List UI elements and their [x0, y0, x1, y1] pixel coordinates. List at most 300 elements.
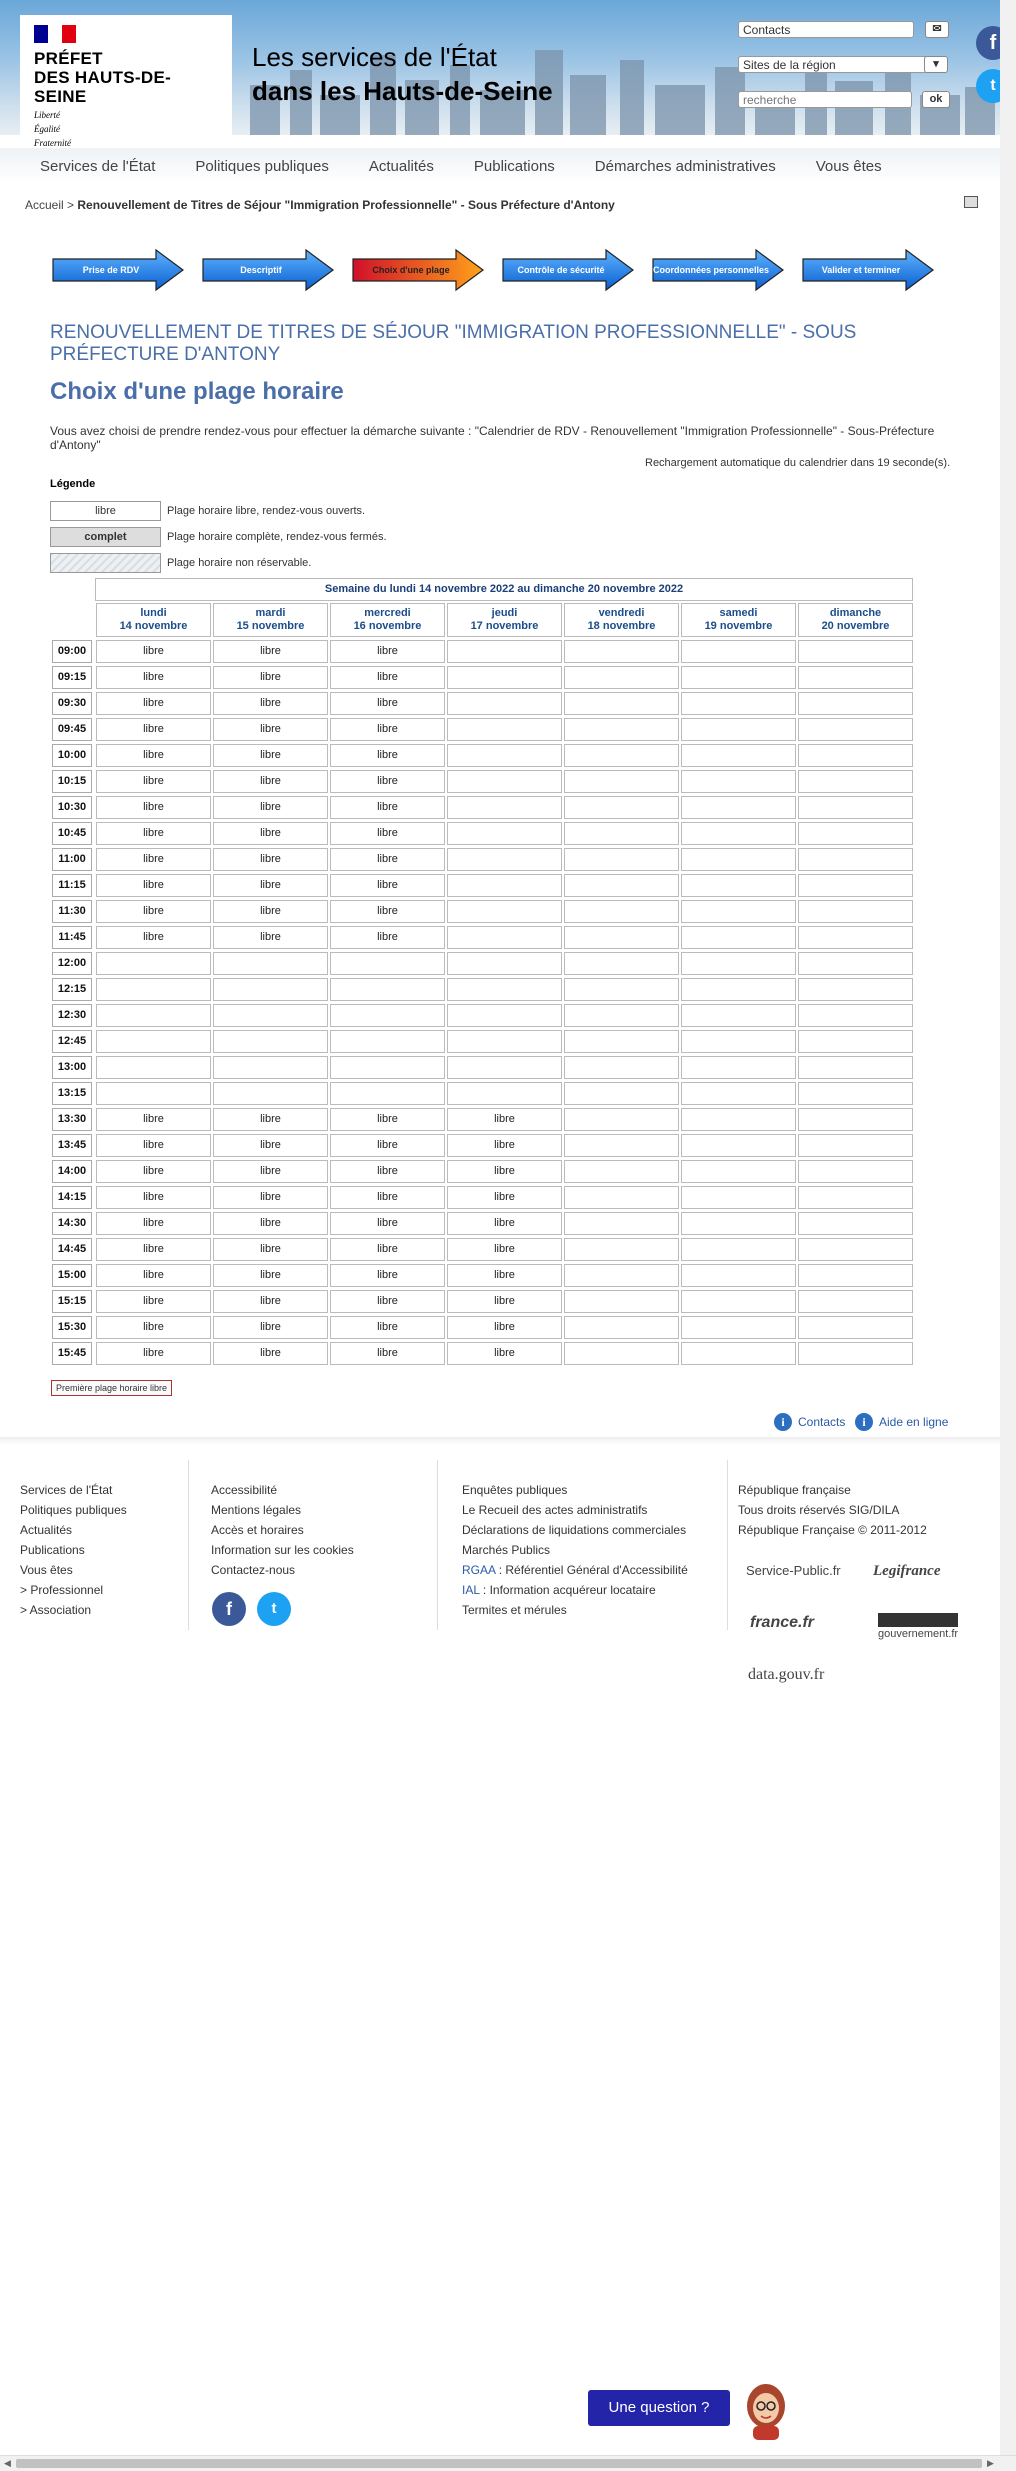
- slot-free[interactable]: libre: [213, 666, 328, 689]
- slot-unavailable: [564, 1264, 679, 1287]
- slot-unavailable: [798, 1186, 913, 1209]
- slot-unavailable: [564, 1342, 679, 1365]
- slot-free[interactable]: libre: [96, 640, 211, 663]
- footer-link[interactable]: Accessibilité: [211, 1483, 278, 1497]
- legend-unavailable-text: Plage horaire non réservable.: [167, 557, 312, 569]
- slot-unavailable: [798, 1238, 913, 1261]
- print-icon[interactable]: [964, 196, 978, 208]
- slot-free[interactable]: libre: [447, 1160, 562, 1183]
- slot-unavailable: [681, 796, 796, 819]
- time-label: 09:45: [52, 718, 92, 741]
- slot-free[interactable]: libre: [330, 1212, 445, 1235]
- footer-link[interactable]: Enquêtes publiques: [462, 1483, 568, 1497]
- help-contacts-label: Contacts: [798, 1415, 846, 1429]
- scroll-right-arrow-icon[interactable]: ▶: [987, 2458, 994, 2468]
- slot-free[interactable]: libre: [330, 718, 445, 741]
- slot-unavailable: [681, 848, 796, 871]
- slot-free[interactable]: libre: [213, 692, 328, 715]
- slot-free[interactable]: libre: [213, 874, 328, 897]
- slot-free[interactable]: libre: [330, 770, 445, 793]
- slot-free[interactable]: libre: [213, 1134, 328, 1157]
- footer-link[interactable]: Information sur les cookies: [211, 1543, 354, 1557]
- slot-unavailable: [447, 874, 562, 897]
- footer-col-4: [738, 1480, 927, 1540]
- slot-free[interactable]: libre: [330, 744, 445, 767]
- time-label: 09:30: [52, 692, 92, 715]
- slot-free[interactable]: libre: [96, 1160, 211, 1183]
- progress-step-label: Coordonnées personnelles: [652, 265, 770, 275]
- slot-unavailable: [96, 1082, 211, 1105]
- slot-free[interactable]: libre: [96, 692, 211, 715]
- slot-free[interactable]: libre: [447, 1316, 562, 1339]
- procedure-title: RENOUVELLEMENT DE TITRES DE SÉJOUR "IMMIGRATION PROFESSIONNELLE" - SOUS PRÉFECTURE D'ANTONY: [50, 322, 857, 365]
- slot-free[interactable]: libre: [330, 1316, 445, 1339]
- slot-free[interactable]: libre: [330, 640, 445, 663]
- slot-free[interactable]: libre: [213, 744, 328, 767]
- slot-free[interactable]: libre: [96, 744, 211, 767]
- slot-free[interactable]: libre: [96, 874, 211, 897]
- site-title-line2: dans les Hauts-de-Seine: [252, 76, 553, 106]
- slot-unavailable: [447, 1030, 562, 1053]
- footer-col-3: [462, 1480, 688, 1620]
- day-date: 20 novembre: [821, 620, 890, 632]
- legend-complet-text: Plage horaire complète, rendez-vous fermés.: [167, 531, 387, 543]
- vertical-scrollbar[interactable]: [1000, 0, 1016, 2455]
- slot-free[interactable]: libre: [213, 822, 328, 845]
- slot-free[interactable]: libre: [330, 1264, 445, 1287]
- slot-free[interactable]: libre: [96, 822, 211, 845]
- slot-unavailable: [681, 1056, 796, 1079]
- time-label: 11:15: [52, 874, 92, 897]
- slot-unavailable: [447, 770, 562, 793]
- slot-free[interactable]: libre: [330, 1342, 445, 1365]
- sites-region-select[interactable]: Sites de la région: [738, 56, 928, 73]
- slot-unavailable: [447, 848, 562, 871]
- footer-link[interactable]: Politiques publiques: [20, 1503, 127, 1517]
- slot-unavailable: [330, 978, 445, 1001]
- slot-unavailable: [798, 1212, 913, 1235]
- rgaa-abbr: RGAA: [462, 1563, 496, 1577]
- footer-link[interactable]: Déclarations de liquidations commerciales: [462, 1523, 687, 1537]
- slot-unavailable: [798, 1108, 913, 1131]
- time-label: 09:00: [52, 640, 92, 663]
- slot-unavailable: [681, 1316, 796, 1339]
- slot-unavailable: [798, 1134, 913, 1157]
- slot-unavailable: [681, 692, 796, 715]
- slot-unavailable: [213, 1056, 328, 1079]
- time-label: 10:15: [52, 770, 92, 793]
- scroll-left-arrow-icon[interactable]: ◀: [4, 2458, 11, 2468]
- day-header-mercredi: [330, 603, 445, 637]
- chat-question-button[interactable]: Une question ?: [588, 2390, 730, 2426]
- slot-unavailable: [681, 1082, 796, 1105]
- slot-free[interactable]: libre: [96, 1238, 211, 1261]
- slot-unavailable: [798, 744, 913, 767]
- day-date: 14 novembre: [119, 620, 188, 632]
- slot-unavailable: [447, 926, 562, 949]
- footer-link[interactable]: Publications: [20, 1543, 85, 1557]
- slot-unavailable: [564, 926, 679, 949]
- footer-link[interactable]: Accès et horaires: [211, 1523, 304, 1537]
- help-online-link[interactable]: [855, 1413, 948, 1431]
- breadcrumb-current: Renouvellement de Titres de Séjour "Immigration Professionnelle" - Sous Préfecture d'Antony: [77, 198, 615, 212]
- slot-free[interactable]: libre: [213, 1238, 328, 1261]
- slot-free[interactable]: libre: [213, 1342, 328, 1365]
- day-name: mercredi: [364, 607, 411, 619]
- time-label: 13:15: [52, 1082, 92, 1105]
- day-name: samedi: [719, 607, 758, 619]
- slot-free[interactable]: libre: [447, 1290, 562, 1313]
- nav-publications[interactable]: Publications: [473, 157, 555, 175]
- nav-services-etat[interactable]: Services de l'État: [40, 157, 156, 175]
- slot-unavailable: [213, 952, 328, 975]
- progress-step-5: [652, 248, 784, 292]
- slot-free[interactable]: libre: [96, 900, 211, 923]
- legend-libre-text: Plage horaire libre, rendez-vous ouverts.: [167, 505, 366, 517]
- progress-step-label: Prise de RDV: [82, 265, 140, 275]
- slot-unavailable: [681, 1264, 796, 1287]
- footer-col-2: [211, 1480, 354, 1580]
- footer-link[interactable]: Contactez-nous: [211, 1563, 296, 1577]
- partner-legifrance-logo[interactable]: Legifrance: [873, 1563, 941, 1579]
- slot-unavailable: [564, 1056, 679, 1079]
- slot-free[interactable]: libre: [96, 1134, 211, 1157]
- time-label: 12:45: [52, 1030, 92, 1053]
- slot-unavailable: [681, 978, 796, 1001]
- footer-link[interactable]: Actualités: [20, 1523, 73, 1537]
- slot-free[interactable]: libre: [96, 1264, 211, 1287]
- day-date: 18 novembre: [587, 620, 656, 632]
- day-date: 16 novembre: [353, 620, 422, 632]
- slot-free[interactable]: libre: [447, 1186, 562, 1209]
- slot-unavailable: [681, 1108, 796, 1131]
- slot-free[interactable]: libre: [447, 1238, 562, 1261]
- ial-abbr: IAL: [462, 1583, 480, 1597]
- slot-free[interactable]: libre: [447, 1342, 562, 1365]
- slot-free[interactable]: libre: [96, 926, 211, 949]
- slot-free[interactable]: libre: [96, 1212, 211, 1235]
- footer-link[interactable]: > Association: [20, 1603, 92, 1617]
- slot-unavailable: [447, 666, 562, 689]
- logo-line1: PRÉFET: [34, 49, 103, 68]
- slot-free[interactable]: libre: [213, 1290, 328, 1313]
- partner-france-fr-logo[interactable]: france.fr: [750, 1614, 815, 1631]
- day-date: 17 novembre: [470, 620, 539, 632]
- slot-unavailable: [681, 1186, 796, 1209]
- site-title-line1: Les services de l'État: [252, 42, 497, 72]
- slot-free[interactable]: libre: [96, 1108, 211, 1131]
- slot-unavailable: [798, 1056, 913, 1079]
- slot-free[interactable]: libre: [213, 1316, 328, 1339]
- slot-free[interactable]: libre: [330, 666, 445, 689]
- first-free-slot-button[interactable]: Première plage horaire libre: [51, 1380, 172, 1396]
- slot-unavailable: [681, 1212, 796, 1235]
- slot-free[interactable]: libre: [96, 1186, 211, 1209]
- time-label: 15:30: [52, 1316, 92, 1339]
- progress-step-1: [52, 248, 184, 292]
- slot-unavailable: [330, 1082, 445, 1105]
- footer-col-1: [20, 1480, 127, 1620]
- slot-unavailable: [798, 978, 913, 1001]
- footer-link[interactable]: Services de l'État: [20, 1483, 113, 1497]
- slot-unavailable: [681, 640, 796, 663]
- devise-egalite: Égalité: [34, 124, 60, 134]
- facebook-icon[interactable]: f: [976, 26, 1010, 60]
- gouvernement-flag-icon: [878, 1613, 958, 1627]
- chevron-down-icon[interactable]: ▾: [924, 56, 948, 73]
- chatbot-avatar-icon[interactable]: [741, 2378, 791, 2440]
- slot-free[interactable]: libre: [447, 1264, 562, 1287]
- time-label: 14:45: [52, 1238, 92, 1261]
- footer-link[interactable]: > Professionnel: [20, 1583, 104, 1597]
- slot-free[interactable]: libre: [96, 770, 211, 793]
- slot-free[interactable]: libre: [213, 796, 328, 819]
- time-label: 14:00: [52, 1160, 92, 1183]
- devise-fraternite: Fraternité: [34, 138, 71, 148]
- slot-unavailable: [798, 1082, 913, 1105]
- slot-free[interactable]: libre: [330, 1108, 445, 1131]
- slot-unavailable: [681, 822, 796, 845]
- slot-free[interactable]: libre: [213, 900, 328, 923]
- slot-unavailable: [798, 640, 913, 663]
- slot-free[interactable]: libre: [447, 1134, 562, 1157]
- legend-complet-box: complet: [50, 527, 161, 547]
- slot-free[interactable]: libre: [96, 718, 211, 741]
- footer-text: République française: [738, 1483, 851, 1497]
- slot-free[interactable]: libre: [330, 848, 445, 871]
- help-online-label: Aide en ligne: [879, 1415, 949, 1429]
- progress-step-label: Contrôle de sécurité: [517, 265, 605, 275]
- time-label: 10:30: [52, 796, 92, 819]
- footer-link[interactable]: Vous êtes: [20, 1563, 73, 1577]
- slot-unavailable: [447, 1004, 562, 1027]
- time-label: 14:30: [52, 1212, 92, 1235]
- slot-unavailable: [564, 1030, 679, 1053]
- slot-unavailable: [564, 744, 679, 767]
- footer-divider: [437, 1460, 438, 1630]
- nav-politiques-publiques[interactable]: Politiques publiques: [195, 157, 329, 175]
- slot-free[interactable]: libre: [213, 718, 328, 741]
- main-nav: [0, 148, 1000, 184]
- nav-vous-etes[interactable]: Vous êtes: [815, 157, 882, 175]
- day-date: 19 novembre: [704, 620, 773, 632]
- slot-unavailable: [681, 666, 796, 689]
- slot-unavailable: [798, 874, 913, 897]
- slot-free[interactable]: libre: [213, 1186, 328, 1209]
- slot-unavailable: [798, 1342, 913, 1365]
- slot-unavailable: [681, 874, 796, 897]
- slot-free[interactable]: libre: [213, 640, 328, 663]
- slot-unavailable: [96, 978, 211, 1001]
- day-header-lundi: [96, 603, 211, 637]
- search-input[interactable]: [738, 91, 912, 108]
- progress-step-2: [202, 248, 334, 292]
- slot-free[interactable]: libre: [447, 1108, 562, 1131]
- slot-free[interactable]: libre: [330, 900, 445, 923]
- info-icon: i: [855, 1413, 873, 1431]
- slot-unavailable: [564, 848, 679, 871]
- twitter-icon[interactable]: t: [976, 69, 1010, 103]
- slot-free[interactable]: libre: [330, 1238, 445, 1261]
- slot-unavailable: [798, 900, 913, 923]
- breadcrumb-separator: >: [67, 198, 75, 212]
- ial-text: : Information acquéreur locataire: [479, 1583, 656, 1597]
- info-icon: i: [774, 1413, 792, 1431]
- slot-free[interactable]: libre: [330, 1134, 445, 1157]
- day-name: mardi: [255, 607, 286, 619]
- breadcrumb-home[interactable]: Accueil: [25, 198, 64, 212]
- slot-unavailable: [681, 1160, 796, 1183]
- slot-unavailable: [681, 770, 796, 793]
- legend-unavailable-box: [50, 553, 161, 573]
- slot-unavailable: [564, 952, 679, 975]
- slot-unavailable: [798, 1030, 913, 1053]
- slot-free[interactable]: libre: [330, 1160, 445, 1183]
- slot-free[interactable]: libre: [213, 1264, 328, 1287]
- slot-unavailable: [330, 1004, 445, 1027]
- slot-free[interactable]: libre: [213, 1160, 328, 1183]
- time-label: 14:15: [52, 1186, 92, 1209]
- slot-unavailable: [798, 796, 913, 819]
- slot-unavailable: [564, 666, 679, 689]
- time-label: 11:30: [52, 900, 92, 923]
- horizontal-scroll-thumb[interactable]: [16, 2459, 982, 2468]
- slot-free[interactable]: libre: [213, 1212, 328, 1235]
- time-label: 11:45: [52, 926, 92, 949]
- partner-data-gouv-logo[interactable]: data.gouv.fr: [748, 1666, 825, 1683]
- time-label: 15:00: [52, 1264, 92, 1287]
- slot-unavailable: [564, 640, 679, 663]
- slot-free[interactable]: libre: [213, 926, 328, 949]
- footer-twitter-icon[interactable]: t: [257, 1592, 291, 1626]
- slot-unavailable: [564, 1186, 679, 1209]
- slot-unavailable: [447, 796, 562, 819]
- day-name: lundi: [140, 607, 167, 619]
- slot-free[interactable]: libre: [330, 692, 445, 715]
- slot-unavailable: [447, 744, 562, 767]
- slot-free[interactable]: libre: [96, 1290, 211, 1313]
- partner-service-public-logo[interactable]: Service-Public.fr: [746, 1563, 841, 1578]
- progress-step-label: Valider et terminer: [821, 265, 901, 275]
- contacts-field[interactable]: Contacts: [738, 21, 914, 38]
- site-title: [252, 40, 553, 108]
- slot-unavailable: [798, 926, 913, 949]
- prefet-logo[interactable]: [20, 15, 232, 148]
- slot-free[interactable]: libre: [213, 848, 328, 871]
- day-header-mardi: [213, 603, 328, 637]
- slot-unavailable: [798, 1160, 913, 1183]
- progress-step-6: [802, 248, 934, 292]
- slot-free[interactable]: libre: [330, 1186, 445, 1209]
- footer-divider: [188, 1460, 189, 1630]
- day-header-samedi: [681, 603, 796, 637]
- slot-unavailable: [564, 692, 679, 715]
- slot-unavailable: [798, 1004, 913, 1027]
- footer-link[interactable]: Termites et mérules: [462, 1603, 567, 1617]
- slot-free[interactable]: libre: [96, 848, 211, 871]
- slot-free[interactable]: libre: [330, 926, 445, 949]
- slot-free[interactable]: libre: [330, 874, 445, 897]
- slot-unavailable: [564, 770, 679, 793]
- slot-unavailable: [681, 1238, 796, 1261]
- slot-unavailable: [681, 718, 796, 741]
- slot-free[interactable]: libre: [96, 666, 211, 689]
- help-contacts-link[interactable]: [774, 1413, 845, 1431]
- progress-step-4: [502, 248, 634, 292]
- devise-liberte: Liberté: [34, 110, 60, 120]
- slot-free[interactable]: libre: [330, 1290, 445, 1313]
- partner-gouvernement-logo[interactable]: gouvernement.fr: [878, 1628, 959, 1640]
- time-label: 15:15: [52, 1290, 92, 1313]
- slot-unavailable: [447, 692, 562, 715]
- footer-link-ial[interactable]: [462, 1580, 688, 1600]
- slot-unavailable: [213, 1030, 328, 1053]
- slot-unavailable: [681, 1290, 796, 1313]
- footer-facebook-icon[interactable]: f: [212, 1592, 246, 1626]
- breadcrumb: [25, 198, 615, 212]
- slot-unavailable: [564, 874, 679, 897]
- slot-unavailable: [447, 1082, 562, 1105]
- slot-free[interactable]: libre: [96, 796, 211, 819]
- slot-free[interactable]: libre: [213, 770, 328, 793]
- day-date: 15 novembre: [236, 620, 305, 632]
- time-label: 11:00: [52, 848, 92, 871]
- slot-free[interactable]: libre: [330, 822, 445, 845]
- slot-unavailable: [564, 1238, 679, 1261]
- footer-separator: [0, 1437, 1000, 1445]
- footer-link[interactable]: Mentions légales: [211, 1503, 302, 1517]
- slot-free[interactable]: libre: [213, 1108, 328, 1131]
- slot-unavailable: [564, 1316, 679, 1339]
- slot-unavailable: [564, 822, 679, 845]
- nav-actualites[interactable]: Actualités: [368, 157, 434, 175]
- slot-free[interactable]: libre: [447, 1212, 562, 1235]
- slot-unavailable: [564, 1160, 679, 1183]
- slot-unavailable: [213, 1004, 328, 1027]
- slot-unavailable: [96, 1030, 211, 1053]
- reload-countdown: Rechargement automatique du calendrier dans 19 seconde(s).: [645, 457, 951, 469]
- slot-unavailable: [681, 1030, 796, 1053]
- footer-link-rgaa[interactable]: [462, 1560, 688, 1580]
- slot-free[interactable]: libre: [330, 796, 445, 819]
- footer-link[interactable]: Le Recueil des actes administratifs: [462, 1503, 648, 1517]
- logo-line2: DES HAUTS-DE-SEINE: [34, 68, 172, 106]
- time-label: 10:45: [52, 822, 92, 845]
- progress-step-label: Descriptif: [240, 265, 282, 275]
- footer-link[interactable]: Marchés Publics: [462, 1543, 551, 1557]
- slot-unavailable: [681, 1342, 796, 1365]
- horizontal-scrollbar[interactable]: [0, 2455, 1016, 2471]
- footer-divider: [727, 1460, 728, 1630]
- nav-demarches[interactable]: Démarches administratives: [594, 157, 776, 175]
- slot-unavailable: [447, 718, 562, 741]
- slot-unavailable: [96, 1056, 211, 1079]
- time-label: 13:00: [52, 1056, 92, 1079]
- time-label: 12:30: [52, 1004, 92, 1027]
- slot-free[interactable]: libre: [96, 1342, 211, 1365]
- slot-unavailable: [330, 1056, 445, 1079]
- slot-free[interactable]: libre: [96, 1316, 211, 1339]
- slot-unavailable: [798, 770, 913, 793]
- day-name: dimanche: [829, 607, 882, 619]
- slot-unavailable: [564, 1290, 679, 1313]
- slot-unavailable: [681, 926, 796, 949]
- slot-unavailable: [330, 952, 445, 975]
- slot-unavailable: [798, 666, 913, 689]
- time-label: 10:00: [52, 744, 92, 767]
- search-ok-button[interactable]: ok: [922, 91, 950, 108]
- mail-icon[interactable]: ✉: [925, 21, 949, 38]
